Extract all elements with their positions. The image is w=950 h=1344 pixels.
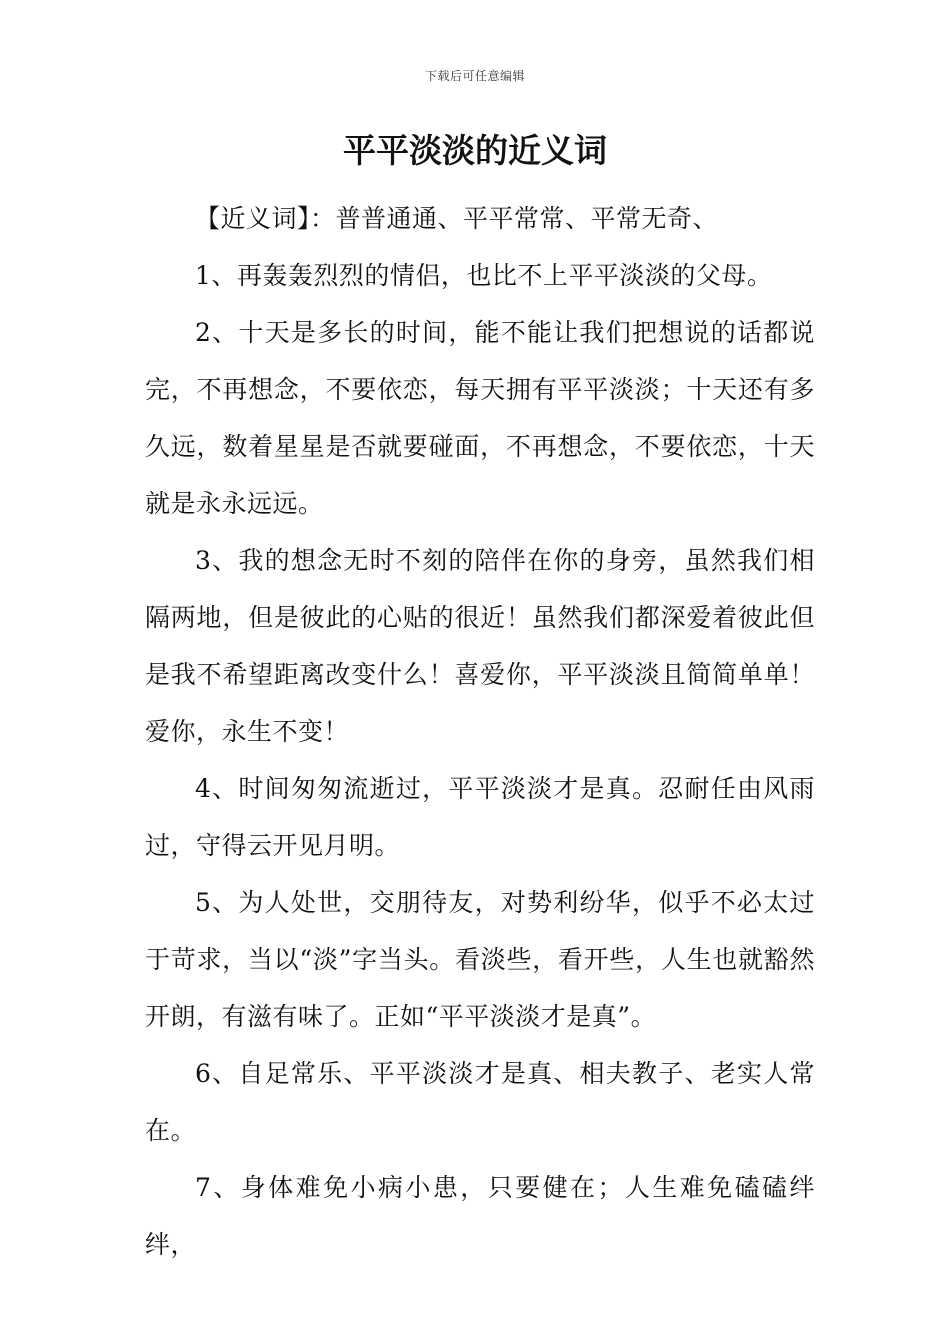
header-note: 下载后可任意编辑: [424, 69, 525, 83]
document-body: [145, 190, 815, 1273]
paragraph-1: 1、再轰轰烈烈的情侣，也比不上平平淡淡的父母。: [195, 261, 773, 290]
paragraph-synonyms: 【近义词】：普普通通、平平常常、平常无奇、: [195, 204, 719, 233]
paragraph-4: 4、时间匆匆流逝过，平平淡淡才是真。忍耐任由风雨过，守得云开见月明。: [145, 774, 815, 860]
paragraph-2: 2、十天是多长的时间，能不能让我们把想说的话都说完，不再想念，不要依恋，每天拥有平平淡淡；十天还有多久远，数着星星是否就要碰面，不再想念，不要依恋，十天就是永永远远。: [145, 318, 815, 518]
paragraph-3: 3、我的想念无时不刻的陪伴在你的身旁，虽然我们相隔两地，但是彼此的心贴的很近！虽然我们都深爱着彼此但是我不希望距离改变什么！喜爱你，平平淡淡且简简单单！爱你，永生不变！: [145, 546, 815, 746]
document-title: 平平淡淡的近义词: [343, 131, 607, 170]
paragraph-6: 6、自足常乐、平平淡淡才是真、相夫教子、老实人常在。: [145, 1059, 815, 1145]
paragraph-5: 5、为人处世，交朋待友，对势利纷华，似乎不必太过于苛求，当以“淡”字当头。看淡些，看开些，人生也就豁然开朗，有滋有味了。正如“平平淡淡才是真”。: [145, 888, 815, 1031]
paragraph-7: 7、身体难免小病小患，只要健在；人生难免磕磕绊绊，: [145, 1173, 815, 1259]
